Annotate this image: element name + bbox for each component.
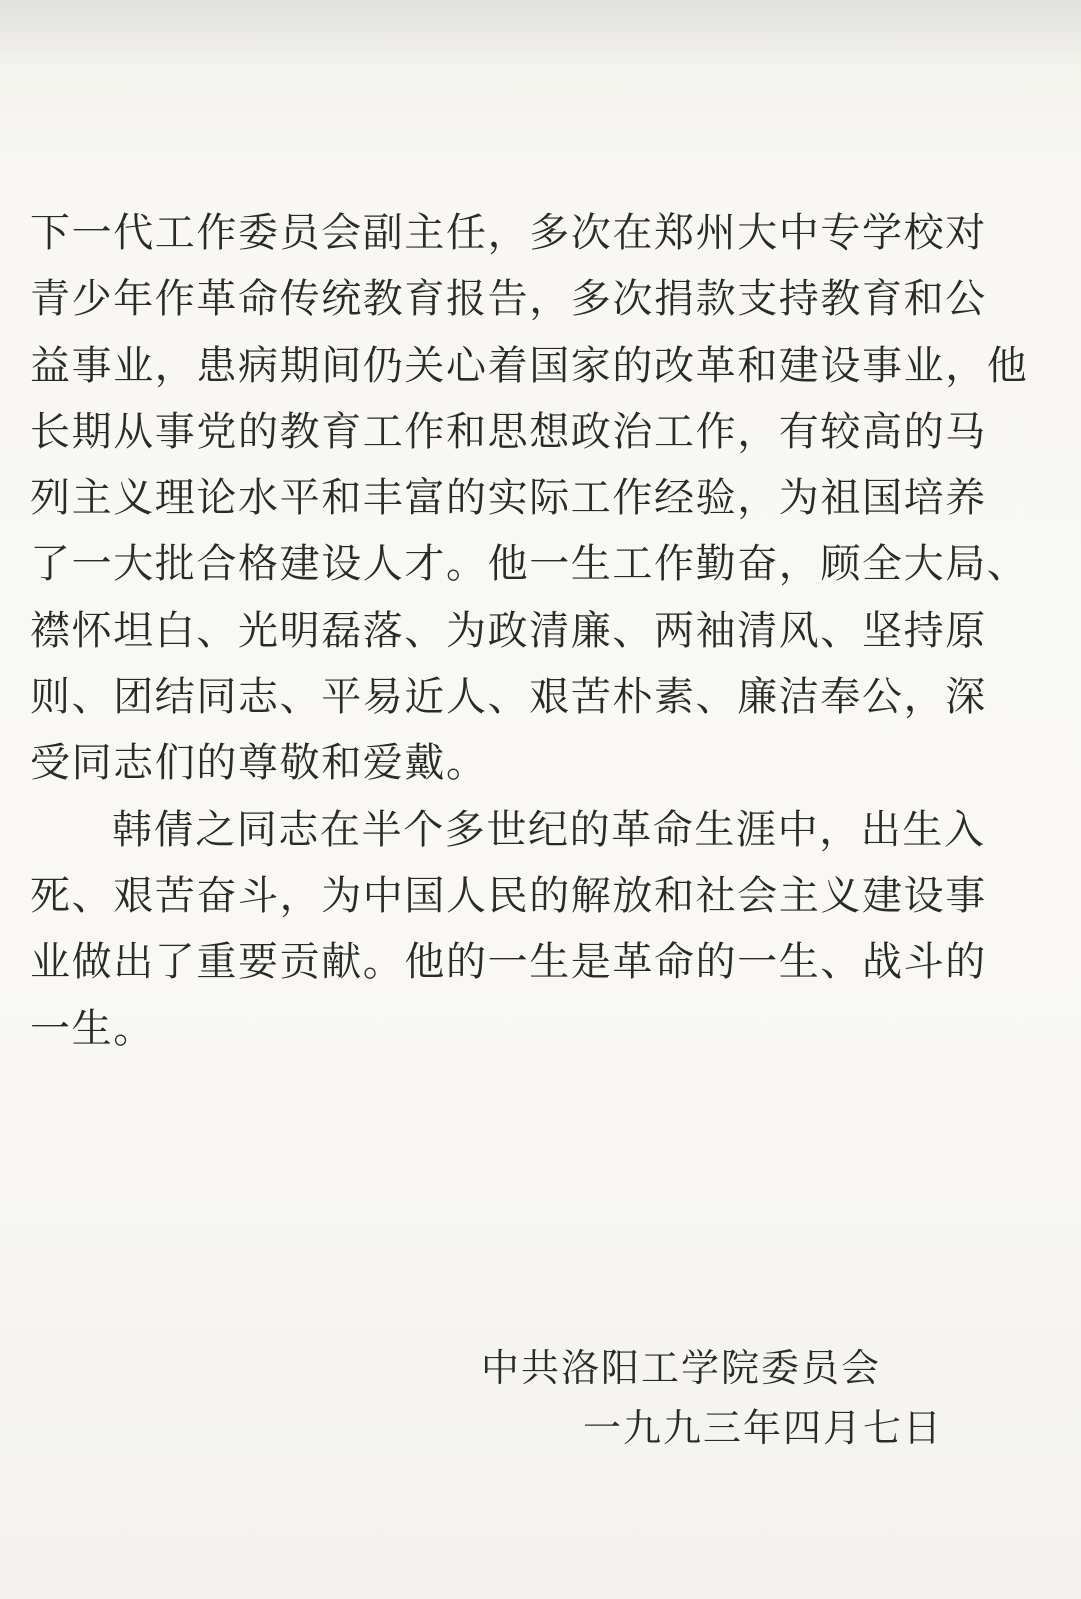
text-line: 下一代工作委员会副主任，多次在郑州大中专学校对 (30, 210, 987, 256)
signature-block (480, 1338, 943, 1458)
text-line: 受同志们的尊敬和爱戴。 (30, 740, 488, 787)
body-text (30, 200, 1040, 1062)
scan-shadow (0, 0, 1081, 70)
signature-date: 一九九三年四月七日 (582, 1406, 943, 1450)
text-line: 一生。 (30, 1005, 155, 1052)
text-line: 青少年作革命传统教育报告，多次捐款支持教育和公 (30, 276, 987, 323)
text-line: 则、团结同志、平易近人、艰苦朴素、廉洁奉公，深 (30, 674, 987, 721)
text-line: 死、艰苦奋斗，为中国人民的解放和社会主义建设事 (30, 872, 987, 919)
paragraph-start-line: 韩倩之同志在半个多世纪的革命生涯中，出生入 (112, 806, 986, 853)
text-line: 列主义理论水平和丰富的实际工作经验，为祖国培养 (30, 475, 987, 522)
text-line: 益事业，患病期间仍关心着国家的改革和建设事业，他 (30, 342, 1029, 389)
text-line: 襟怀坦白、光明磊落、为政清廉、两袖清风、坚持原 (30, 607, 987, 654)
text-line: 业做出了重要贡献。他的一生是革命的一生、战斗的 (30, 939, 987, 986)
signature-organization: 中共洛阳工学院委员会 (480, 1346, 881, 1390)
text-line: 长期从事党的教育工作和思想政治工作，有较高的马 (30, 408, 987, 455)
text-line: 了一大批合格建设人才。他一生工作勤奋，顾全大局、 (30, 541, 1029, 588)
